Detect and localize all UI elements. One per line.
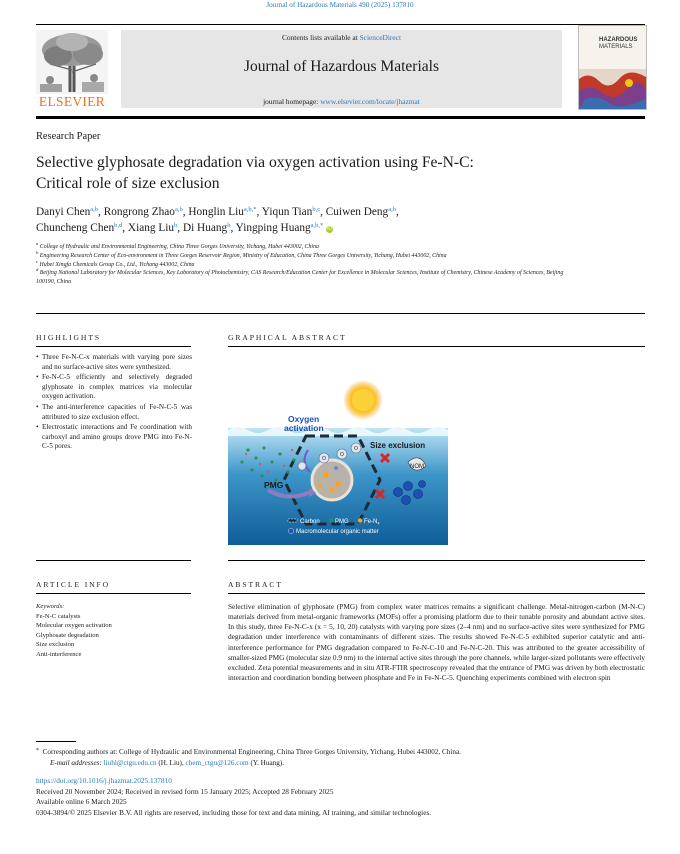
homepage-line	[121, 97, 562, 106]
svg-text:Size exclusion: Size exclusion	[370, 441, 426, 450]
homepage-prefix: journal homepage:	[263, 97, 321, 106]
email-link[interactable]: chem_ctgu@126.com	[185, 758, 249, 767]
author[interactable]: Rongrong Zhao$^{a,b}$	[103, 206, 183, 218]
affiliation-a: $^a$ College of Hydraulic and Environmental Engineering, China Three Gorges University, Yichang, Hubei 443002, China	[36, 241, 319, 250]
affiliation-c: $^c$ Hubei Xingfa Chemicals Group Co., Ltd., Yichang 443002, China	[36, 258, 195, 268]
highlight-item: • Fe-N-C-5 efficiently and selectively degraded glyphosate in complex matrices via molecular oxygen activation.	[36, 373, 192, 402]
highlight-item: • Electrostatic interactions and Fe coordination with carboxyl and amino groups drove PMG into Fe-N-C-5 pores.	[36, 423, 192, 452]
header-top-rule	[36, 24, 645, 25]
abstract-rule	[228, 593, 645, 594]
elsevier-wordmark: ELSEVIER	[38, 94, 106, 109]
elsevier-logo	[36, 30, 108, 108]
journal-citation[interactable]: Journal of Hazardous Materials 490 (2025) 137810	[266, 1, 414, 9]
homepage-link[interactable]: www.elsevier.com/locate/jhazmat	[320, 97, 420, 106]
author-list: Danyi Chen$^{a,b}$, Rongrong Zhao$^{a,b}$, Honglin Liu$^{a,b,*}$, Yiqun Tian$^{b,c}$, Cuiwen Deng$^{a,b}$, Chuncheng Chen$^{b,d}$, Xiang Liu$^b$, Di Huang$^b$, Yingping Huang$^{a,b,*}$ iD	[36, 206, 399, 234]
affiliation-rule	[36, 313, 645, 314]
journal-header-box	[121, 30, 562, 108]
cover-image	[579, 69, 646, 109]
corresponding-author-note: * Corresponding authors at: College of Hydraulic and Environmental Engineering, China Three Gorges University, Yichang, Hubei 443002, China.	[36, 748, 461, 756]
sciencedirect-link[interactable]: ScienceDirect	[359, 33, 402, 42]
keyword[interactable]: Molecular oxygen activation	[36, 622, 112, 630]
highlights-heading: HIGHLIGHTS	[36, 333, 101, 342]
graphical-abstract-figure[interactable]	[228, 380, 448, 545]
affiliations	[36, 243, 566, 287]
publication-info	[36, 776, 646, 818]
article-info-heading: ARTICLE INFO	[36, 580, 111, 589]
abstract-text: Selective elimination of glyphosate (PMG) from complex water matrices remains a significant challenge. Metal-nitrogen-carbon (M-N-C) materials derived from metal-organic frameworks (MOFs) offer a promising platform due to their tunable porosity and abundant active sites. In this study, three Fe-N-C-x (x = 5, 10, 20) catalysts with varying pore sizes (2–4 nm) and no surface-active sites were synthesized for PMG degradation under interference with contaminants of different sizes. The results showed Fe-N-C-5 exhibited superior catalytic and anti-interference performance for PMG degradation compared to Fe-N-C-10 and Fe-N-C-20. This was attributed to the greater accessibility of smaller-sized PMG (molecular size 0.9 nm) to the internal active sites through the pore channels, while larger-sized pollutants were effectively excluded. Zeta potential measurements and in situ ATR-FTIR spectroscopy revealed that the entrance of PMG was driven by both electrostatic interaction and coordination bonding between phosphate and Fe in Fe-N-C-5. Quenching experiments combined with electron spin	[228, 602, 645, 683]
footnote-rule	[36, 741, 76, 742]
highlights-list	[36, 353, 192, 453]
title-line-2: Critical role of size exclusion	[36, 175, 220, 192]
corresponding-footnote	[36, 746, 646, 768]
svg-text:Carbon: Carbon	[300, 519, 320, 525]
copyright-line: 0304-3894/© 2025 Elsevier B.V. All rights are reserved, including those for text and data mining, AI training, and similar technologies.	[36, 807, 432, 817]
article-type: Research Paper	[36, 131, 101, 142]
keyword[interactable]: Glyphosate degradation	[36, 631, 99, 639]
elsevier-tree-icon	[36, 30, 108, 94]
article-title	[36, 152, 636, 194]
email-link[interactable]: liuhl@ctgu.edu.cn	[103, 758, 157, 767]
title-line-1: Selective glyphosate degradation via oxygen activation using Fe-N-C:	[36, 154, 474, 171]
cover-title	[599, 37, 637, 50]
graphical-abstract-bottom-rule	[228, 560, 645, 561]
email-line: E-mail addresses: liuhl@ctgu.edu.cn (H. Liu), chem_ctgu@126.com (Y. Huang).	[50, 758, 285, 767]
article-info-rule	[36, 593, 191, 594]
svg-text:Fe-N4: $Fe-N_4$	[364, 519, 380, 526]
author[interactable]: Yingping Huang$^{a,b,*}$	[235, 222, 324, 234]
journal-title: Journal of Hazardous Materials	[244, 58, 439, 75]
keywords-block	[36, 602, 192, 660]
header-bottom-rule	[36, 116, 645, 119]
received-dates: Received 20 November 2024; Received in revised form 15 January 2025; Accepted 28 February 2025	[36, 786, 334, 796]
graphical-abstract-rule	[228, 346, 645, 347]
author[interactable]: Xiang Liu$^b$	[127, 222, 178, 234]
svg-text:Oxygen: Oxygen	[288, 414, 320, 424]
journal-cover[interactable]	[578, 25, 647, 110]
keyword[interactable]: Size exclusion	[36, 641, 75, 649]
svg-text:O: O	[340, 452, 344, 458]
svg-text:NOM: NOM	[410, 464, 424, 470]
doi-link[interactable]: https://doi.org/10.1016/j.jhazmat.2025.137810	[36, 776, 172, 785]
svg-text:PMG: PMG	[335, 519, 349, 525]
graphical-abstract-heading: GRAPHICAL ABSTRACT	[228, 333, 347, 342]
svg-text:activation: activation	[284, 423, 324, 433]
svg-text:O: O	[354, 446, 358, 452]
graphical-abstract-svg	[228, 380, 448, 545]
cover-title-line2: MATERIALS	[599, 43, 633, 50]
highlights-rule	[36, 346, 191, 347]
svg-text:PMG: PMG	[264, 480, 284, 490]
keyword[interactable]: Anti-interference	[36, 650, 82, 658]
author[interactable]: Cuiwen Deng$^{a,b}$	[325, 206, 396, 218]
highlight-item: • The anti-interference capacities of Fe-N-C-5 was attributed to size exclusion effect.	[36, 403, 192, 422]
affiliation-b: $^b$ Engineering Research Center of Eco-environment in Three Gorges Reservoir Region, Ministry of Education, China Three Gorges University, Yichang, Hubei 443002, China	[36, 249, 447, 259]
highlights-bottom-rule	[36, 560, 191, 561]
abstract-heading: ABSTRACT	[228, 580, 283, 589]
orcid-icon[interactable]: iD	[327, 226, 332, 232]
contents-prefix: Contents lists available at	[281, 33, 360, 42]
keyword[interactable]: Fe-N-C catalysts	[36, 612, 81, 620]
svg-text:Macromolecular organic matter: Macromolecular organic matter	[296, 529, 379, 535]
keywords-label: Keywords:	[36, 603, 65, 610]
author[interactable]: Honglin Liu$^{a,b,*}$	[188, 206, 257, 218]
author[interactable]: Yiqun Tian$^{b,c}$	[261, 206, 321, 218]
highlight-item: • Three Fe-N-C-x materials with varying pore sizes and no surface-active sites were synthesized.	[36, 353, 192, 372]
affiliation-d: $^d$ Beijing National Laboratory for Molecular Sciences, Key Laboratory of Photochemistry, CAS Research/Education Center for Excellence in Molecular Sciences, Institute of Chemistry, Chinese Academy of Sciences, Beijing 100190, China	[36, 267, 564, 286]
svg-text:O: O	[322, 456, 326, 462]
author[interactable]: Di Huang$^b$	[182, 222, 231, 234]
cover-title-line1: HAZARDOUS	[599, 37, 638, 43]
contents-line	[121, 33, 562, 42]
author[interactable]: Danyi Chen$^{a,b}$	[36, 206, 99, 218]
available-online: Available online 6 March 2025	[36, 797, 127, 807]
author[interactable]: Chuncheng Chen$^{b,d}$	[36, 222, 123, 234]
